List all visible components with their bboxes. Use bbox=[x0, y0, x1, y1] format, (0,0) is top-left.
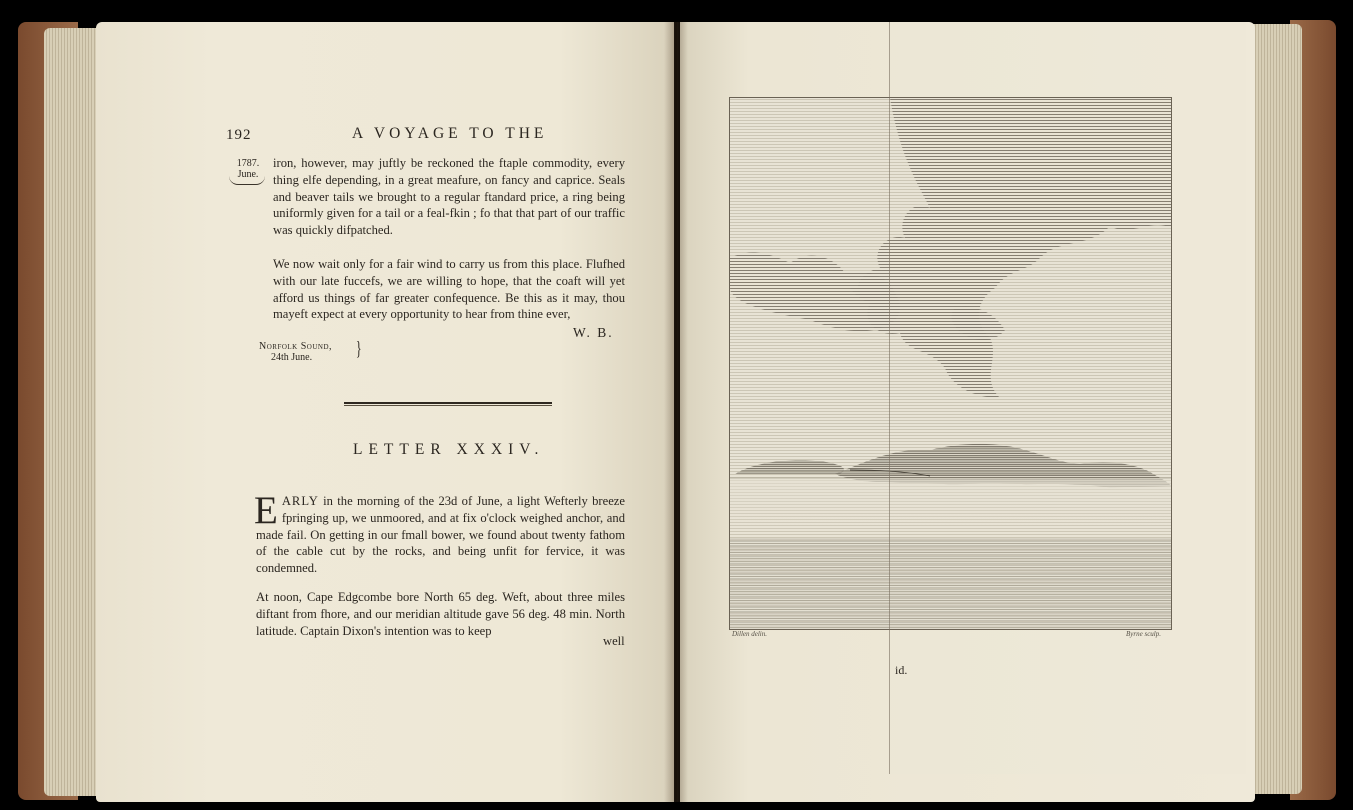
letter-heading: LETTER XXXIV. bbox=[353, 441, 545, 458]
water-light bbox=[730, 478, 1171, 538]
paragraph-4: At noon, Cape Edgcombe bore North 65 deg. Weft, about three miles diftant from fhore, and our meridian altitude gave 56 deg. 48 min. North latitude. Captain Dixon's intention was to keep bbox=[256, 590, 625, 638]
signature: W. B. bbox=[573, 325, 614, 340]
catchword: well bbox=[603, 634, 625, 648]
book-gutter bbox=[664, 22, 688, 802]
side-note-month: June. bbox=[237, 169, 259, 180]
seascape-engraving bbox=[730, 98, 1171, 629]
section-rule-thin bbox=[344, 405, 552, 406]
plate-credit-left: Dillen delin. bbox=[732, 630, 767, 638]
section-rule bbox=[344, 402, 552, 404]
running-head: A VOYAGE TO THE bbox=[352, 125, 548, 142]
place-date-line: 24th June. bbox=[271, 352, 313, 363]
left-page-edges bbox=[44, 28, 100, 796]
paragraph-1: iron, however, may juftly be reckoned the ftaple commodity, every thing elfe depending, in a great meafure, on fancy and caprice. Seals and beaver tails we brought to a regular ftandard price, a ring being uniformly given for a tail or a feal-fkin ; fo that that part of our traffic was quickly difpatched. bbox=[273, 156, 625, 238]
text-fragment: id. bbox=[895, 663, 908, 677]
engraved-plate bbox=[729, 97, 1172, 630]
page-number: 192 bbox=[226, 127, 252, 143]
plate-credit-right: Byrne sculp. bbox=[1126, 630, 1161, 638]
paragraph-3 bbox=[254, 489, 625, 577]
place-name: Norfolk Sound, bbox=[259, 341, 333, 352]
side-note-brace bbox=[229, 176, 265, 185]
paragraph-3-lead: ARLY bbox=[281, 494, 319, 508]
drop-cap: E bbox=[254, 489, 278, 532]
place-date bbox=[259, 341, 332, 363]
side-note-year: 1787. bbox=[236, 158, 260, 169]
place-brace: } bbox=[355, 338, 362, 360]
paragraph-3-body: in the morning of the 23d of June, a light Wefterly breeze fpringing up, we unmoored, and at fix o'clock weighed anchor, and made fail. On getting in our fmall bower, we found about twenty fathom of the cable cut by the rocks, and being unfit for fervice, it was condemned. bbox=[256, 494, 625, 576]
right-page-edges bbox=[1250, 24, 1302, 794]
water-dark bbox=[730, 538, 1171, 629]
fold-line bbox=[889, 22, 890, 774]
paragraph-2: We now wait only for a fair wind to carry us from this place. Flufhed with our late fuccefs, we are willing to hope, that the coaft will yet afford us things of far greater confequence. Be this as it may, thou mayeft expect at every opportunity to hear from thine ever, bbox=[273, 257, 625, 322]
